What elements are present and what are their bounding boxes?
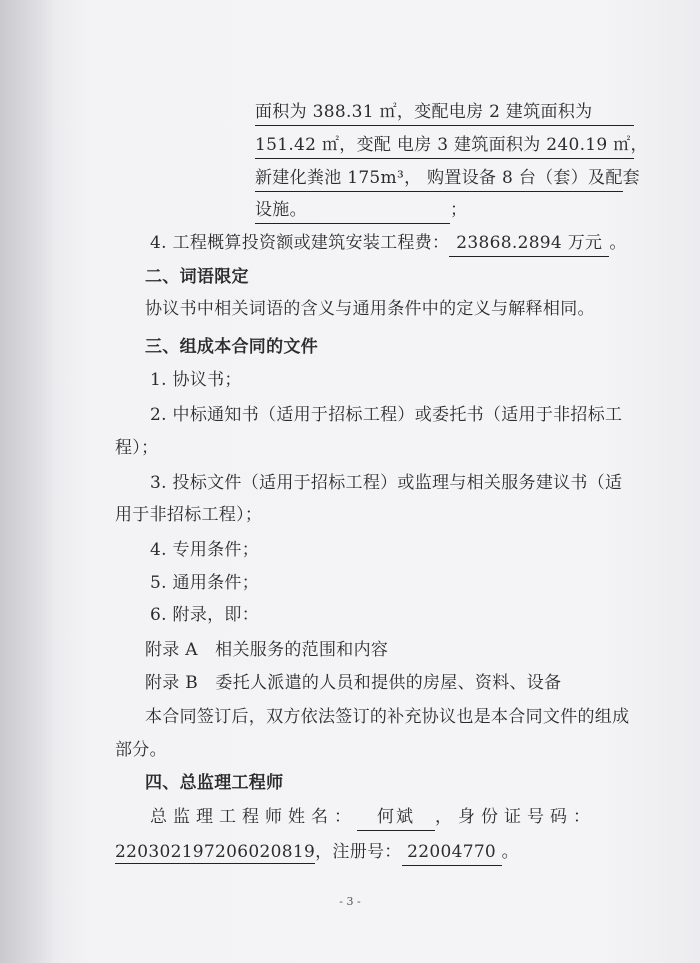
document-item-2: 2. 中标通知书（适用于招标工程）或委托书（适用于非招标工 bbox=[150, 405, 623, 425]
page-number: - 3 - bbox=[339, 895, 361, 908]
section-3-title: 三、组成本合同的文件 bbox=[145, 337, 318, 357]
investment-amount: 23868.2894 万元 bbox=[449, 231, 609, 257]
item-4-investment: 4. 工程概算投资额或建筑安装工程费： 23868.2894 万元 。 bbox=[150, 231, 627, 257]
scope-line-3: 新建化粪池 175m³， 购置设备 8 台（套）及配套 bbox=[255, 166, 623, 192]
document-item-2-cont: 程）； bbox=[115, 438, 159, 458]
supplementary-agreement-line-1: 本合同签订后，双方依法签订的补充协议也是本合同文件的组成 bbox=[145, 707, 630, 727]
scope-line-4: 设施。 ； bbox=[255, 198, 467, 224]
appendix-a: 附录 A 相关服务的范围和内容 bbox=[145, 640, 389, 660]
document-item-5: 5. 通用条件； bbox=[150, 573, 260, 593]
appendix-b: 附录 B 委托人派遣的人员和提供的房屋、资料、设备 bbox=[145, 673, 562, 693]
registration-number: 22004770 bbox=[402, 840, 502, 866]
supplementary-agreement-line-2: 部分。 bbox=[115, 740, 167, 760]
document-item-6: 6. 附录，即： bbox=[150, 605, 260, 625]
document-item-3-cont: 用于非招标工程）； bbox=[115, 505, 263, 525]
id-number: 220302197206020819 bbox=[115, 842, 316, 862]
document-item-3: 3. 投标文件（适用于招标工程）或监理与相关服务建议书（适 bbox=[150, 473, 623, 493]
document-item-4: 4. 专用条件； bbox=[150, 540, 260, 560]
scope-line-1: 面积为 388.31 ㎡，变配电房 2 建筑面积为 bbox=[255, 100, 634, 126]
id-and-registration-line: 220302197206020819，注册号： 22004770 。 bbox=[115, 840, 519, 866]
document-item-1: 1. 协议书； bbox=[150, 370, 242, 390]
chief-engineer-name-line: 总监理工程师姓名： 何斌 ，身份证号码： bbox=[150, 805, 596, 831]
section-4-title: 四、总监理工程师 bbox=[145, 773, 284, 793]
section-2-body: 协议书中相关词语的含义与通用条件中的定义与解释相同。 bbox=[145, 299, 595, 319]
section-2-title: 二、词语限定 bbox=[145, 267, 249, 287]
scope-line-2: 151.42 ㎡，变配 电房 3 建筑面积为 240.19 ㎡， bbox=[255, 133, 634, 159]
chief-engineer-name: 何斌 bbox=[357, 805, 435, 831]
binding-shadow bbox=[0, 0, 55, 963]
